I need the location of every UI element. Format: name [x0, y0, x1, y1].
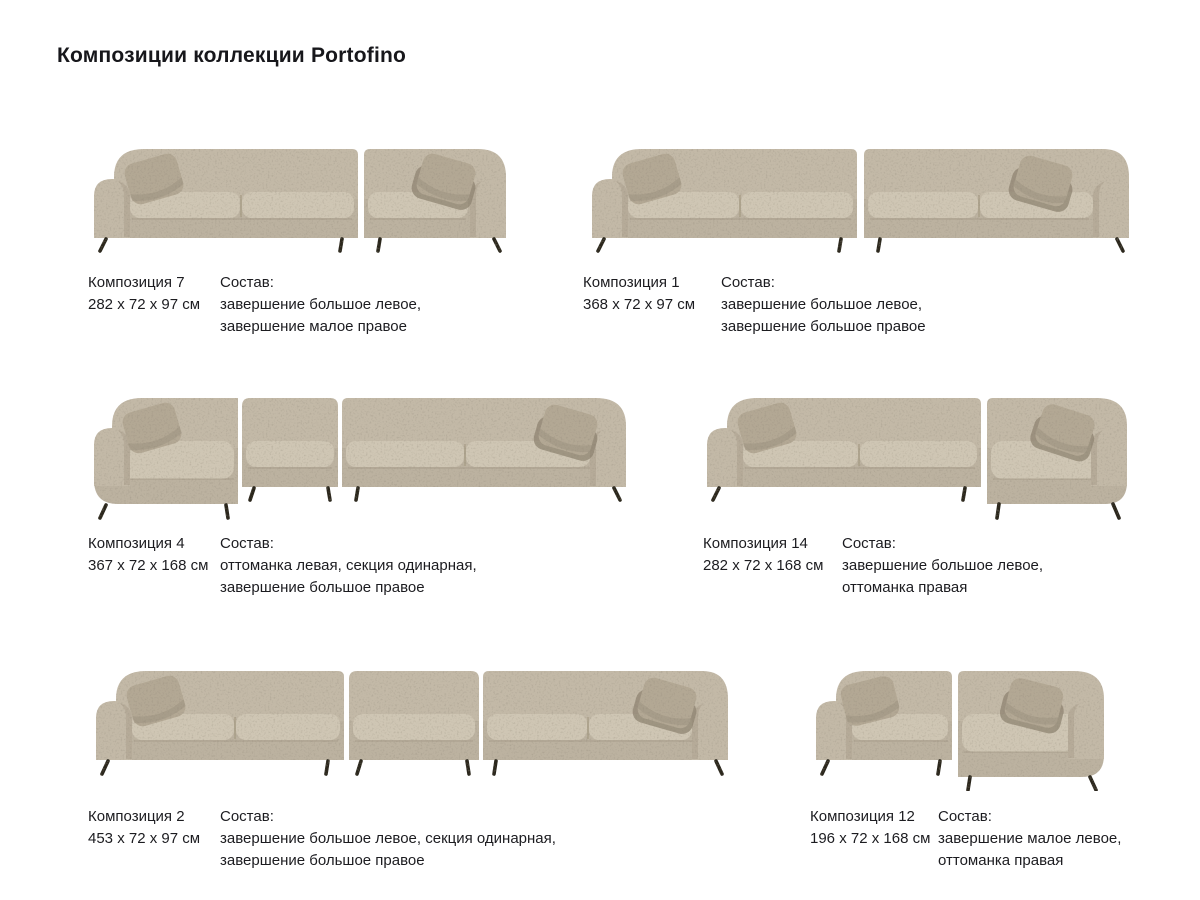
- composition-dimensions: 367 x 72 x 168 см: [88, 557, 209, 574]
- composition-parts-label: Состав:: [721, 274, 775, 291]
- composition-parts-label: Состав:: [842, 535, 896, 552]
- composition-caption: [88, 533, 477, 599]
- composition-caption: [88, 806, 556, 872]
- sofa-image-composition-7: [90, 139, 510, 253]
- composition-parts-line: завершение малое левое,: [938, 830, 1122, 847]
- composition-dimensions: 453 x 72 x 97 см: [88, 830, 201, 847]
- composition-name: Композиция 12: [810, 808, 915, 825]
- sofa-image-composition-1: [588, 139, 1133, 253]
- composition-caption: [88, 272, 421, 338]
- composition-name: Композиция 14: [703, 535, 808, 552]
- page-title: Композиции коллекции Portofino: [57, 44, 407, 67]
- composition-dimensions: 196 x 72 x 168 см: [810, 830, 931, 847]
- composition-caption: [583, 272, 926, 338]
- composition-dimensions: 282 x 72 x 97 см: [88, 296, 201, 313]
- sofa-image-composition-4: [90, 388, 630, 520]
- composition-parts-line: оттоманка правая: [842, 579, 968, 596]
- composition-parts-line: завершение большое правое: [721, 318, 926, 335]
- composition-parts-line: оттоманка правая: [938, 852, 1064, 869]
- composition-parts-line: оттоманка левая, секция одинарная,: [220, 557, 477, 574]
- composition-parts-line: завершение малое правое: [220, 318, 407, 335]
- composition-dimensions: 282 x 72 x 168 см: [703, 557, 824, 574]
- composition-parts-line: завершение большое левое, секция одинарная,: [220, 830, 556, 847]
- composition-parts-line: завершение большое левое,: [220, 296, 422, 313]
- composition-name: Композиция 7: [88, 274, 185, 291]
- composition-parts-line: завершение большое правое: [220, 852, 425, 869]
- composition-parts-line: завершение большое правое: [220, 579, 425, 596]
- composition-parts-label: Состав:: [220, 274, 274, 291]
- composition-parts-line: завершение большое левое,: [842, 557, 1044, 574]
- composition-name: Композиция 2: [88, 808, 185, 825]
- composition-parts-label: Состав:: [220, 535, 274, 552]
- sofa-image-composition-2: [92, 661, 732, 778]
- sofa-image-composition-12: [812, 661, 1108, 791]
- composition-name: Композиция 4: [88, 535, 185, 552]
- composition-parts-line: завершение большое левое,: [721, 296, 923, 313]
- composition-dimensions: 368 x 72 x 97 см: [583, 296, 696, 313]
- composition-caption: [703, 533, 1043, 599]
- composition-caption: [810, 806, 1121, 872]
- composition-name: Композиция 1: [583, 274, 680, 291]
- composition-parts-label: Состав:: [938, 808, 992, 825]
- composition-parts-label: Состав:: [220, 808, 274, 825]
- sofa-image-composition-14: [703, 388, 1131, 520]
